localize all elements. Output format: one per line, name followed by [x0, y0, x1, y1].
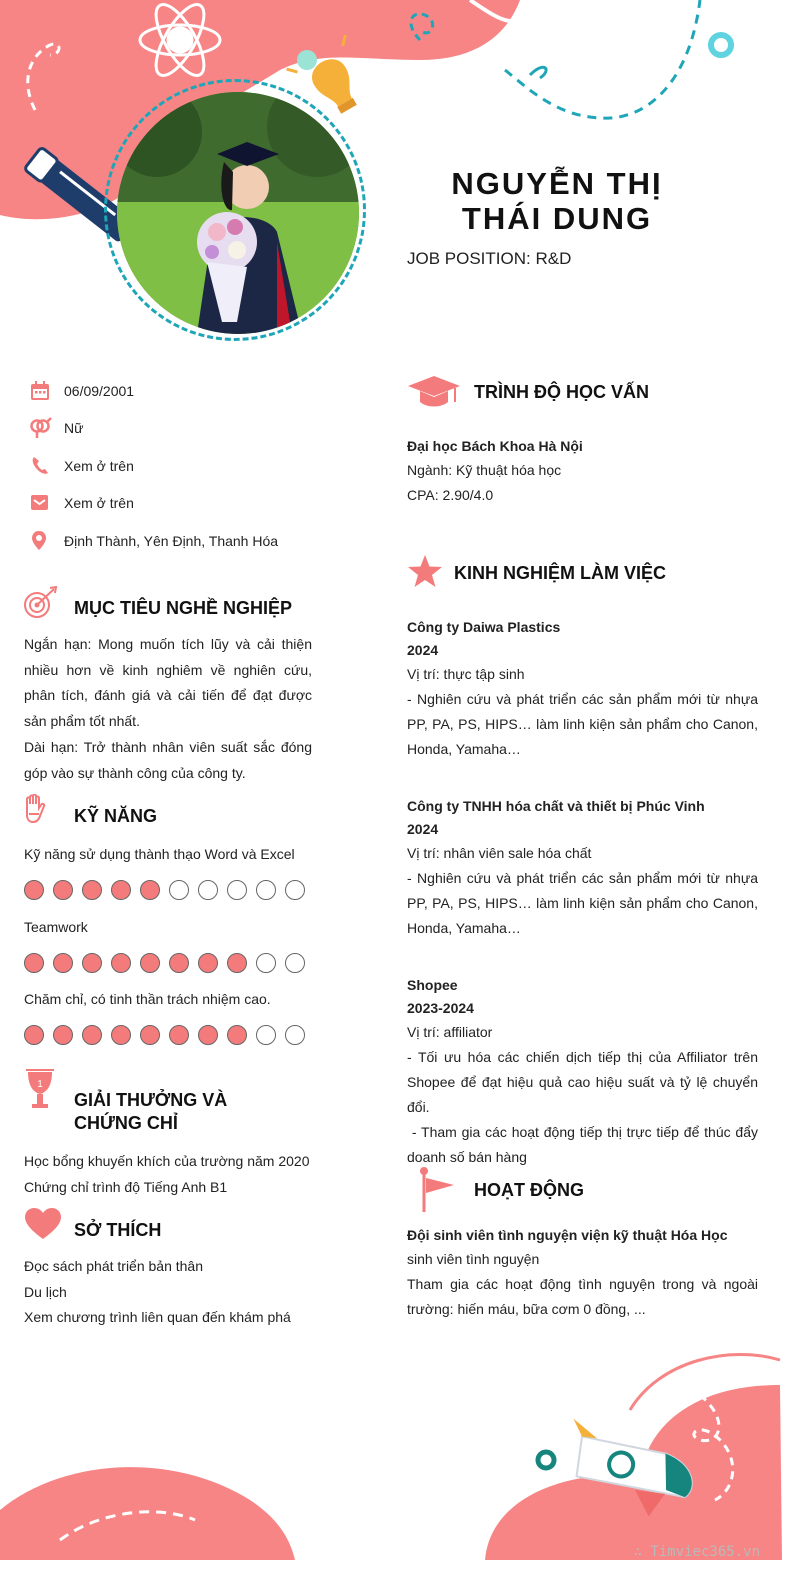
awards-title-line2: CHỨNG CHỈ	[74, 1113, 178, 1133]
skill-dot-filled	[111, 880, 131, 900]
candidate-name: NGUYỄN THỊ THÁI DUNG	[451, 166, 663, 236]
hobby-item: Xem chương trình liên quan đến khám phá	[24, 1309, 291, 1326]
experience-role: Vị trí: nhân viên sale hóa chất	[407, 845, 592, 861]
activity-org: Đội sinh viên tình nguyện viện kỹ thuật Hóa Học	[407, 1227, 728, 1243]
skill-dot-filled	[169, 1025, 189, 1045]
star-icon	[407, 554, 443, 588]
experience-desc: - Nghiên cứu và phát triển các sản phẩm mới từ nhựa PP, PA, PS, HIPS… làm linh kiện sản phẩm cho Canon, Honda, Yamaha…	[407, 870, 758, 936]
skill-dot-filled	[198, 953, 218, 973]
education-gpa: CPA: 2.90/4.0	[407, 487, 494, 503]
education-entry	[407, 435, 758, 508]
experience-company: Shopee	[407, 977, 458, 993]
experience-role: Vị trí: affiliator	[407, 1024, 493, 1040]
skill-name: Chăm chỉ, có tinh thần trách nhiệm cao.	[24, 991, 271, 1007]
experience-year: 2024	[407, 821, 439, 837]
hobbies-list	[24, 1254, 324, 1331]
experience-entry	[407, 974, 762, 1170]
experience-title: KINH NGHIỆM LÀM VIỆC	[454, 563, 667, 583]
awards-title	[74, 1089, 227, 1135]
skill-dot-filled	[53, 880, 73, 900]
skill-dot-filled	[140, 1025, 160, 1045]
skill-dot-filled	[198, 1025, 218, 1045]
skill-dot-empty	[169, 880, 189, 900]
objective-text	[24, 632, 312, 786]
job-position: JOB POSITION: R&D	[407, 249, 572, 268]
watermark: ∴ Timviec365.vn	[633, 1544, 760, 1560]
skill-dot-filled	[169, 953, 189, 973]
skill-dot-filled	[111, 953, 131, 973]
skill-dot-filled	[82, 953, 102, 973]
experience-company: Công ty TNHH hóa chất và thiết bị Phúc Vinh	[407, 798, 705, 814]
award-item: Chứng chỉ trình độ Tiếng Anh B1	[24, 1178, 228, 1195]
email-icon	[28, 492, 52, 514]
skill-dot-filled	[111, 1025, 131, 1045]
gender-icon	[28, 417, 52, 439]
experience-entry	[407, 616, 758, 762]
activities-title: HOẠT ĐỘNG	[474, 1180, 584, 1200]
skill-dot-empty	[285, 880, 305, 900]
activity-entry	[407, 1224, 758, 1322]
flag-icon	[414, 1166, 456, 1214]
awards-list	[24, 1149, 324, 1200]
award-item: Học bổng khuyến khích của trường năm 2020	[24, 1153, 310, 1169]
education-school: Đại học Bách Khoa Hà Nội	[407, 438, 583, 454]
objective-title: MỤC TIÊU NGHỀ NGHIỆP	[74, 598, 293, 618]
experience-desc: - Tối ưu hóa các chiến dịch tiếp thị của Affiliator trên Shopee để đạt hiệu quả cao hiệu suất và tỷ lệ chuyển đổi.	[407, 1049, 758, 1115]
experience-year: 2024	[407, 642, 439, 658]
skill-dot-empty	[256, 880, 276, 900]
target-icon	[22, 586, 58, 620]
experience-role: Vị trí: thực tập sinh	[407, 666, 525, 682]
skill-dot-empty	[285, 953, 305, 973]
hobby-item: Đọc sách phát triển bản thân	[24, 1258, 204, 1274]
experience-year: 2023-2024	[407, 1000, 474, 1016]
skill-dot-filled	[140, 880, 160, 900]
phone-icon	[28, 455, 52, 477]
activity-role: sinh viên tình nguyện	[407, 1251, 540, 1267]
heart-icon	[24, 1207, 62, 1241]
skill-name: Teamwork	[24, 919, 88, 935]
experience-company: Công ty Daiwa Plastics	[407, 619, 561, 635]
education-major: Ngành: Kỹ thuật hóa học	[407, 462, 562, 478]
svg-text:1: 1	[37, 1079, 43, 1090]
skill-dot-filled	[24, 880, 44, 900]
avatar	[117, 92, 359, 334]
objective-long-term: Dài hạn: Trở thành nhân viên suất sắc đóng góp vào sự thành công của công ty.	[24, 738, 312, 781]
hobby-item: Du lịch	[24, 1283, 67, 1300]
activity-desc: Tham gia các hoạt động tình nguyện trong và ngoài trường: hiến máu, bữa cơm 0 đồng, ...	[407, 1276, 758, 1317]
skill-dot-filled	[53, 1025, 73, 1045]
objective-short-term: Ngắn hạn: Mong muốn tích lũy và cải thiện nhiều hơn về kinh nghiêm về nghiên cứu, phân tích, đánh giá và cải tiến để đạt được sản phẩm tốt nhất.	[24, 636, 312, 730]
skill-dot-filled	[227, 953, 247, 973]
skill-dot-empty	[256, 1025, 276, 1045]
location-icon	[28, 530, 52, 552]
skill-dot-empty	[256, 953, 276, 973]
experience-entry	[407, 795, 758, 941]
skill-dot-filled	[24, 953, 44, 973]
trophy-icon	[24, 1068, 56, 1112]
skill-name: Kỹ năng sử dụng thành thạo Word và Excel	[24, 846, 295, 862]
experience-desc: - Nghiên cứu và phát triển các sản phẩm mới từ nhựa PP, PA, PS, HIPS… làm linh kiện sản phẩm cho Canon, Honda, Yamaha…	[407, 691, 758, 757]
skill-dot-filled	[140, 953, 160, 973]
hobbies-title: SỞ THÍCH	[74, 1220, 162, 1240]
skills-title: KỸ NĂNG	[74, 806, 158, 826]
skill-dot-filled	[227, 1025, 247, 1045]
skill-dot-filled	[82, 880, 102, 900]
experience-desc: - Tham gia các hoạt động tiếp thị trực tiếp để thúc đẩy doanh số bán hàng	[407, 1124, 762, 1165]
calendar-icon	[28, 380, 52, 402]
graduation-cap-icon	[407, 374, 461, 410]
skill-dot-filled	[24, 1025, 44, 1045]
education-title: TRÌNH ĐỘ HỌC VẤN	[474, 382, 649, 402]
skill-dot-empty	[227, 880, 247, 900]
hand-icon	[22, 794, 48, 826]
skill-dot-empty	[285, 1025, 305, 1045]
skill-dot-empty	[198, 880, 218, 900]
skill-dot-filled	[53, 953, 73, 973]
awards-title-line1: GIẢI THƯỞNG VÀ	[74, 1090, 228, 1110]
skill-dot-filled	[82, 1025, 102, 1045]
